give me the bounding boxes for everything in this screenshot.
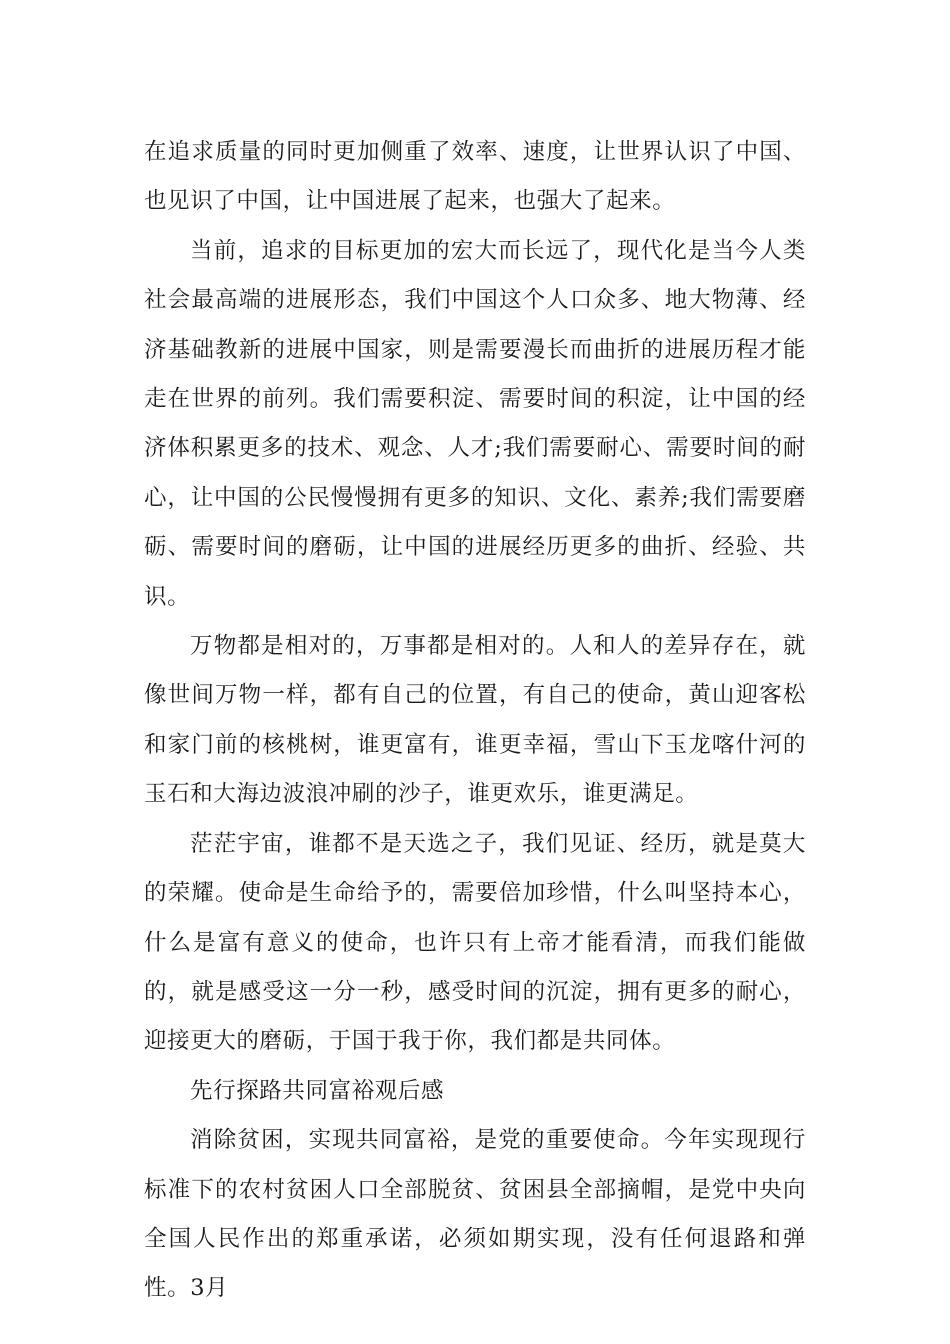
document-page xyxy=(144,128,806,1314)
section-heading: 先行探路共同富裕观后感 xyxy=(190,1077,445,1104)
paragraph-4: 茫茫宇宙，谁都不是天选之子，我们见证、经历，就是莫大的荣耀。使命是生命给予的，需要倍加珍惜，什么叫坚持本心，什么是富有意义的使命，也许只有上帝才能看清，而我们能做的，就是感受这一分一秒，感受时间的沉淀，拥有更多的耐心，迎接更大的磨砺，于国于我于你，我们都是共同体。 xyxy=(144,830,806,1055)
paragraph-3: 万物都是相对的，万事都是相对的。人和人的差异存在，就像世间万物一样，都有自己的位置，有自己的使命，黄山迎客松和家门前的核桃树，谁更富有，谁更幸福，雪山下玉龙喀什河的玉石和大海边波浪冲刷的沙子，谁更欢乐，谁更满足。 xyxy=(144,633,806,808)
paragraph-2: 当前，追求的目标更加的宏大而长远了，现代化是当今人类社会最高端的进展形态，我们中国这个人口众多、地大物薄、经济基础教新的进展中国家，则是需要漫长而曲折的进展历程才能走在世界的前列。我们需要积淀、需要时间的积淀，让中国的经济体积累更多的技术、观念、人才;我们需要耐心、需要时间的耐心，让中国的公民慢慢拥有更多的知识、文化、素养;我们需要磨砺、需要时间的磨砺，让中国的进展经历更多的曲折、经验、共识。 xyxy=(144,237,806,610)
paragraph-1: 在追求质量的同时更加侧重了效率、速度，让世界认识了中国、也见识了中国，让中国进展了起来，也强大了起来。 xyxy=(144,139,806,215)
paragraph-5: 消除贫困，实现共同富裕，是党的重要使命。今年实现现行标准下的农村贫困人口全部脱贫、贫困县全部摘帽，是党中央向全国人民作出的郑重承诺，必须如期实现，没有任何退路和弹性。3月 xyxy=(144,1127,806,1302)
